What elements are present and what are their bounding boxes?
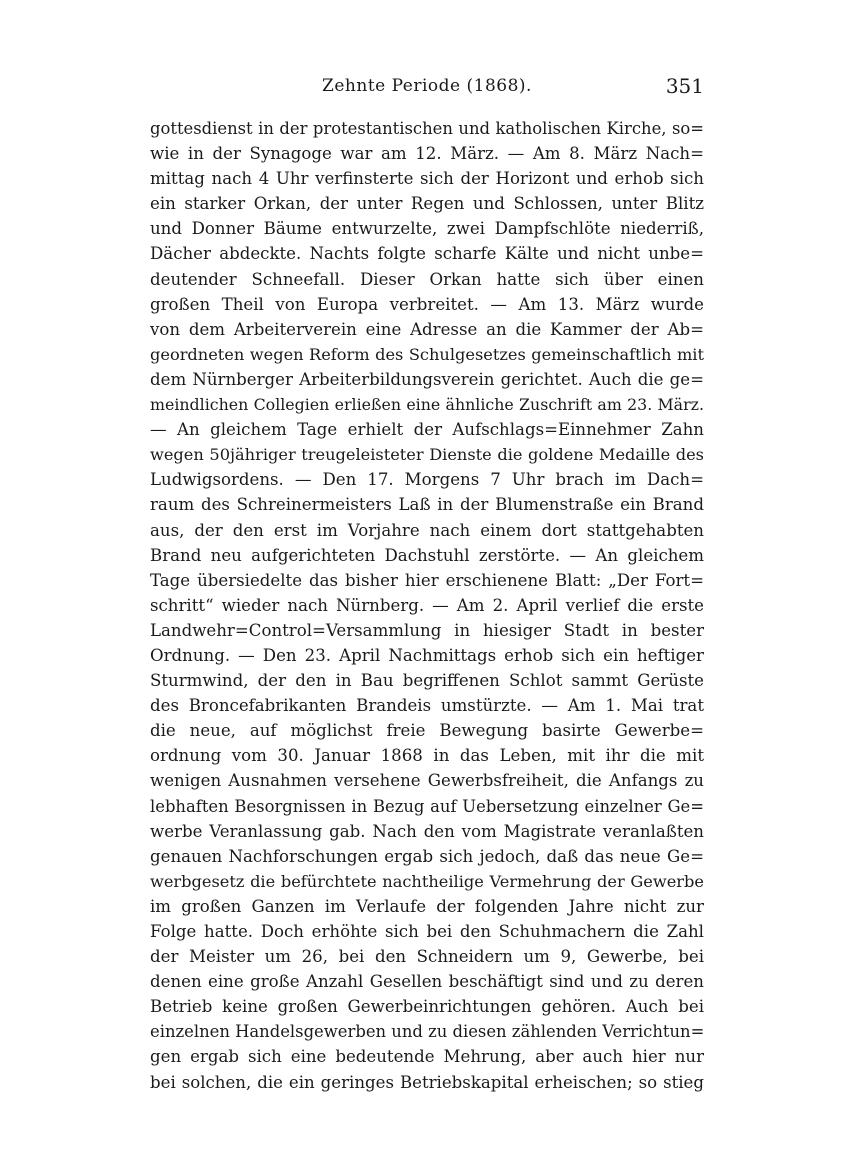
text-line: Folge hatte. Doch erhöhte sich bei den Schuhmachern die Zahl <box>150 922 704 941</box>
text-line: lebhaften Besorgnissen in Bezug auf Uebersetzung einzelner Ge= <box>150 796 704 816</box>
text-line: von dem Arbeiterverein eine Adresse an die Kammer der Ab= <box>150 319 704 339</box>
text-line: aus, der den erst im Vorjahre nach einem dort stattgehabten <box>150 520 704 540</box>
running-title: Zehnte Periode (1868). <box>322 76 532 96</box>
text-line: meindlichen Collegien erließen eine ähnliche Zuschrift am 23. März. <box>150 395 704 415</box>
text-line: im großen Ganzen im Verlaufe der folgenden Jahre nicht zur <box>150 896 704 916</box>
text-line: Betrieb keine großen Gewerbeinrichtungen gehören. Auch bei <box>150 997 704 1017</box>
text-line: Sturmwind, der den in Bau begriffenen Schlot sammt Gerüste <box>150 671 704 691</box>
text-line: Dächer abdeckte. Nachts folgte scharfe Kälte und nicht unbe= <box>150 244 704 264</box>
text-line: werbgesetz die befürchtete nachtheilige Vermehrung der Gewerbe <box>150 871 704 891</box>
text-line: Landwehr=Control=Versammlung in hiesiger Stadt in bester <box>150 620 704 640</box>
text-line: schritt“ wieder nach Nürnberg. — Am 2. April verlief die erste <box>150 595 704 615</box>
text-line: und Donner Bäume entwurzelte, zwei Dampfschlöte niederriß, <box>150 219 704 239</box>
text-line: wenigen Ausnahmen versehene Gewerbsfreiheit, die Anfangs zu <box>150 771 704 791</box>
text-line: Ludwigsordens. — Den 17. Morgens 7 Uhr brach im Dach= <box>150 470 704 490</box>
running-head <box>150 74 704 100</box>
text-line: wie in der Synagoge war am 12. März. — Am 8. März Nach= <box>150 144 704 164</box>
text-line: gottesdienst in der protestantischen und katholischen Kirche, so= <box>150 119 704 138</box>
text-line: die neue, auf möglichst freie Bewegung basirte Gewerbe= <box>150 721 704 741</box>
text-line: des Broncefabrikanten Brandeis umstürzte. — Am 1. Mai trat <box>150 696 704 716</box>
text-line: ordnung vom 30. Januar 1868 in das Leben, mit ihr die mit <box>150 746 704 766</box>
text-line: werbe Veranlassung gab. Nach den vom Magistrate veranlaßten <box>150 821 704 841</box>
text-line: Brand neu aufgerichteten Dachstuhl zerstörte. — An gleichem <box>150 545 704 565</box>
text-line: wegen 50jähriger treugeleisteter Dienste die goldene Medaille des <box>150 445 704 465</box>
text-line: — An gleichem Tage erhielt der Aufschlags=Einnehmer Zahn <box>150 420 704 440</box>
text-line: der Meister um 26, bei den Schneidern um 9, Gewerbe, bei <box>150 947 704 967</box>
body-text <box>150 116 704 1095</box>
text-line: mittag nach 4 Uhr verfinsterte sich der Horizont und erhob sich <box>150 169 704 189</box>
page-number: 351 <box>665 74 704 98</box>
text-line: bei solchen, die ein geringes Betriebskapital erheischen; so stieg <box>150 1072 704 1092</box>
text-line: großen Theil von Europa verbreitet. — Am 13. März wurde <box>150 294 704 314</box>
text-line: einzelnen Handelsgewerben und zu diesen zählenden Verrichtun= <box>150 1022 704 1042</box>
text-line: Tage übersiedelte das bisher hier erschienene Blatt: „Der Fort= <box>150 570 704 590</box>
text-line: gen ergab sich eine bedeutende Mehrung, aber auch hier nur <box>150 1047 704 1067</box>
text-line: genauen Nachforschungen ergab sich jedoch, daß das neue Ge= <box>150 846 704 866</box>
text-line: deutender Schneefall. Dieser Orkan hatte sich über einen <box>150 269 704 289</box>
text-line: geordneten wegen Reform des Schulgesetzes gemeinschaftlich mit <box>150 344 704 364</box>
text-line: ein starker Orkan, der unter Regen und Schlossen, unter Blitz <box>150 194 704 214</box>
text-line: denen eine große Anzahl Gesellen beschäftigt sind und zu deren <box>150 972 704 992</box>
text-line: raum des Schreinermeisters Laß in der Blumenstraße ein Brand <box>150 495 704 515</box>
text-line: dem Nürnberger Arbeiterbildungsverein gerichtet. Auch die ge= <box>150 369 704 389</box>
text-line: Ordnung. — Den 23. April Nachmittags erhob sich ein heftiger <box>150 645 704 665</box>
